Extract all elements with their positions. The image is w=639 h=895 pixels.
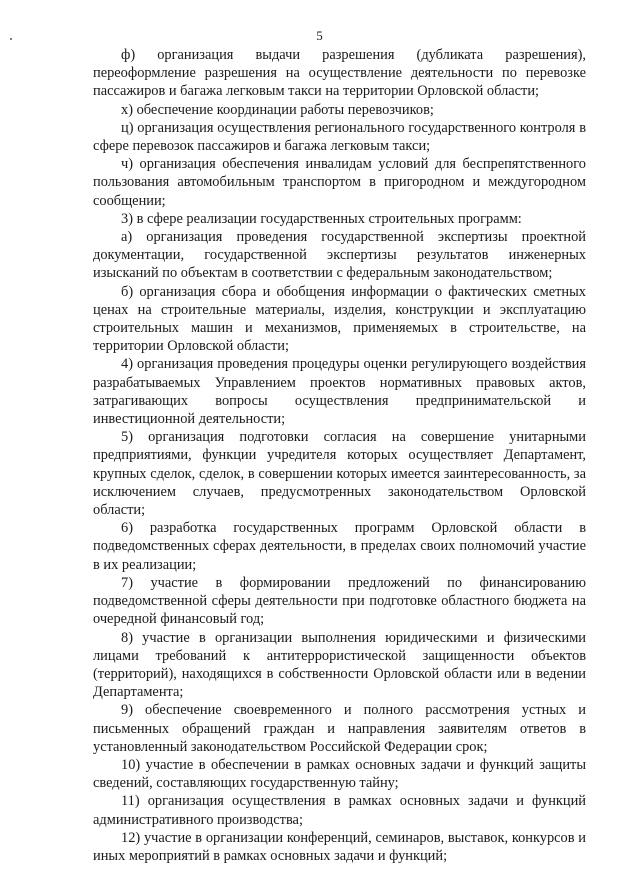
document-body [93, 46, 586, 865]
paragraph-ts: ц) организация осуществления регионального государственного контроля в сфере перевозок пассажиров и багажа легковым такси; [93, 119, 586, 155]
paragraph-item-12: 12) участие в организации конференций, семинаров, выставок, конкурсов и иных мероприятий в рамках основных задачи и функций; [93, 829, 586, 864]
paragraph-kh: х) обеспечение координации работы перевозчиков; [121, 101, 434, 118]
paragraph-item-3a: а) организация проведения государственной экспертизы проектной документации, государственной экспертизы результатов инженерных изысканий по объектам в соответствии с федеральным законодательством; [93, 229, 586, 282]
paragraph-item-8: 8) участие в организации выполнения юридическими и физическими лицами требований к антитеррористической защищенности объектов (территорий), находящихся в собственности Орловской области или в ведении Департамента; [93, 629, 586, 701]
paragraph-item-3b: б) организация сбора и обобщения информации о фактических сметных ценах на строительные материалы, изделия, конструкции и эксплуатацию строительных машин и механизмов, применяемых в строительстве, на территории Орловской области; [93, 283, 586, 355]
paragraph-item-3: 3) в сфере реализации государственных строительных программ: [121, 210, 522, 227]
paragraph-ch: ч) организация обеспечения инвалидам условий для беспрепятственного пользования автомобильным транспортом в пригородном и междугородном сообщении; [93, 156, 586, 209]
paragraph-item-4: 4) организация проведения процедуры оценки регулирующего воздействия разрабатываемых Управлением проектов нормативных правовых актов, затрагивающих вопросы осуществления предпринимательской и инвестиционной деятельности; [93, 356, 586, 428]
paragraph-item-9: 9) обеспечение своевременного и полного рассмотрения устных и письменных обращений граждан и направления заявителям ответов в установленный законодательством Российской Федерации срок; [93, 702, 586, 755]
paragraph-item-5: 5) организация подготовки согласия на совершение унитарными предприятиями, функции учредителя которых осуществляет Департамент, крупных сделок, сделок, в совершении которых имеется заинтересованность, за исключением случаев, предусмотренных законодательством Орловской области; [93, 429, 586, 519]
paragraph-item-7: 7) участие в формировании предложений по финансированию подведомственной сферы деятельности при подготовке областного бюджета на очередной финансовый год; [93, 574, 586, 628]
paragraph-item-6: 6) разработка государственных программ Орловской области в подведомственных сферах деятельности, в пределах своих полномочий участие в их реализации; [93, 520, 586, 573]
paragraph-f: ф) организация выдачи разрешения (дубликата разрешения), переоформление разрешения на осуществление деятельности по перевозке пассажиров и багажа легковым такси на территории Орловской области; [93, 47, 586, 100]
page-number: 5 [316, 28, 323, 43]
paragraph-item-11: 11) организация осуществления в рамках основных задачи и функций административного производства; [93, 793, 586, 828]
paragraph-item-10: 10) участие в обеспечении в рамках основных задачи и функций защиты сведений, составляющих государственную тайну; [93, 756, 586, 792]
